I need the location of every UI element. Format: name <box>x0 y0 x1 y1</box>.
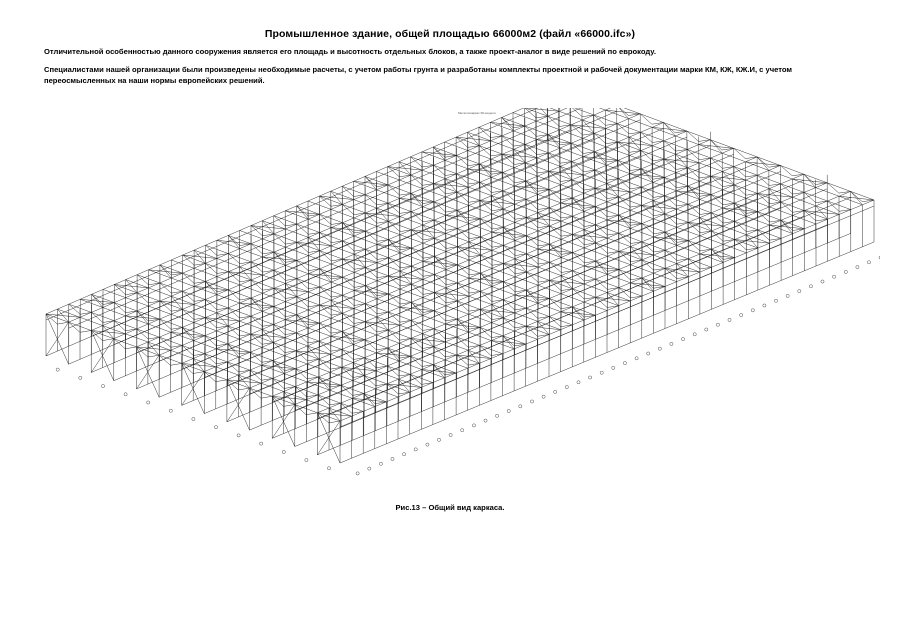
grid-axis-markers <box>40 251 880 475</box>
paragraph-features: Отличительной особенностью данного сооружения является его площадь и высотность отдельных блоков, а также проект-аналог в виде решений по еврокоду. <box>44 47 656 56</box>
paragraph-specialists: Специалистами нашей организации были произведены необходимые расчеты, с учетом работы грунта и разработаны комплекты проектной и рабочей документации марки КМ, КЖ, КЖ.И, с учетом переосмысленных на наши нормы европейских решений. <box>44 65 793 85</box>
figure-caption: Рис.13 – Общий вид каркаса. <box>395 503 505 512</box>
steel-frame-isometric-image <box>40 108 880 488</box>
document-title: Промышленное здание, общей площадью 66000м2 (файл «66000.ifc») <box>264 28 636 40</box>
figure-tiny-label: Металлокаркас 3D-модели <box>458 111 496 115</box>
